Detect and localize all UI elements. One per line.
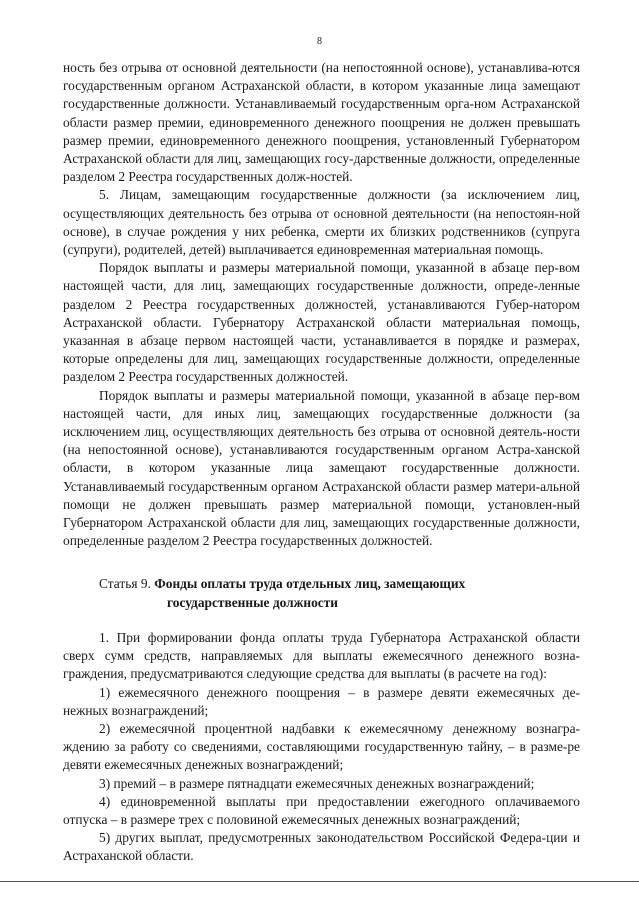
list-item-1: 1) ежемесячного денежного поощрения – в размере девяти ежемесячных де-нежных вознаграждений; xyxy=(63,684,580,718)
paragraph-continuation: ность без отрыва от основной деятельности (на непостоянной основе), устанавлива-ются государственным органом Астраханской области, в котором указанные лица замещают государственные должности. Устанавливаемый государственным орга-ном Астраханской области размер премии, единовременного денежного поощрения не должен превышать размер премии, единовременного денежного поощрения, установленный Губернатором Астраханской области для лиц, замещающих госу-дарственные должности, определенные разделом 2 Реестра государственных долж-ностей. xyxy=(63,60,580,185)
list-item-3: 3) премий – в размере пятнадцати ежемесячных денежных вознаграждений; xyxy=(99,775,535,791)
list-item-4: 4) единовременной выплаты при предоставлении ежегодного оплачиваемого отпуска – в размере трех с половиной ежемесячных денежных вознаграждений; xyxy=(63,793,580,827)
article-title-line2: государственные должности xyxy=(167,594,339,610)
list-item-2: 2) ежемесячной процентной надбавки к ежемесячному денежному вознагра-ждению за работу со сведениями, составляющими государственную тайну, – в разме-ре девяти ежемесячных денежных вознаграждений; xyxy=(63,720,580,773)
article-heading xyxy=(99,575,580,611)
paragraph-aid-other: Порядок выплаты и размеры материальной помощи, указанной в абзаце пер-вом настоящей части, для иных лиц, замещающих государственные должности (за исключением лиц, осуществляющих деятельность без отрыва от основной деятель-ности (на непостоянной основе), устанавливаются государственным органом Астра-ханской области, в котором указанные лица замещают государственные должности. Устанавливаемый государственным органом Астраханской области размер матери-альной помощи не должен превышать размер материальной помощи, установлен-ный Губернатором Астраханской области для лиц, замещающих государственные должности, определенные разделом 2 Реестра государственных должностей. xyxy=(63,387,580,549)
paragraph-aid-governor: Порядок выплаты и размеры материальной помощи, указанной в абзаце пер-вом настоящей части, для лиц, замещающих государственные должности, опреде-ленные разделом 2 Реестра государственных должностей, устанавливаются Губер-натором Астраханской области. Губернатору Астраханской области материальная помощь, указанная в абзаце первом настоящей части, устанавливается в порядке и размерах, которые определены для лиц, замещающих государственные должности, определенные разделом 2 Реестра государственных должностей. xyxy=(63,260,580,385)
page-bottom-rule xyxy=(0,881,639,882)
paragraph-item-5: 5. Лицам, замещающим государственные должности (за исключением лиц, осуществляющих деятельность без отрыва от основной деятельности (на непостоян-ной основе), в случае рождения у них ребенка, смерти их близких родственников (супруга (супруги), родителей, детей) выплачивается единовременная материальная помощь. xyxy=(63,187,580,258)
article-label: Статья 9. xyxy=(99,576,151,592)
page-number: 8 xyxy=(317,36,322,47)
list-item-5: 5) других выплат, предусмотренных законодательством Российской Федера-ции и Астраханской области. xyxy=(63,830,580,864)
article-title-line1: Фонды оплаты труда отдельных лиц, замещающих xyxy=(154,576,466,592)
document-body xyxy=(63,59,580,866)
paragraph-fund-intro: 1. При формировании фонда оплаты труда Губернатора Астраханской области сверх сумм средств, направляемых для выплаты ежемесячного денежного возна-граждения, предусматриваются следующие средства для выплаты (в расчете на год): xyxy=(63,629,580,682)
